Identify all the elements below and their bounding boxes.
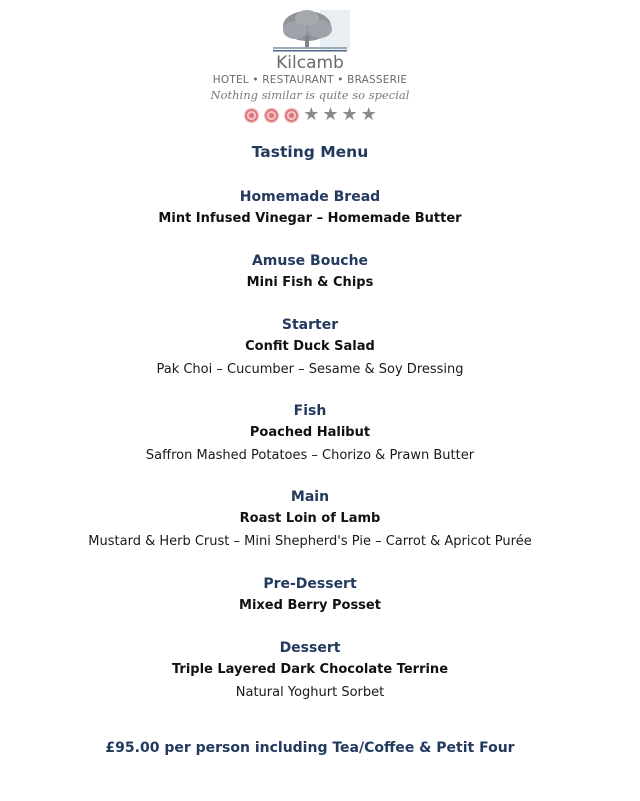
dish-line: Triple Layered Dark Chocolate Terrine — [171, 662, 449, 677]
rosette-icon — [283, 107, 300, 124]
menu-price: £95.00 per person including Tea/Coffee & Petit Four — [105, 740, 515, 756]
dish-line: Mustard & Herb Crust – Mini Shepherd's Pie – Carrot & Apricot Purée — [88, 534, 532, 549]
rating-badges — [0, 105, 620, 125]
rosette-icon — [243, 107, 260, 124]
menu-section-pre-dessert — [0, 574, 620, 617]
section-heading: Pre-Dessert — [263, 576, 357, 592]
menu-section-starter — [0, 315, 620, 381]
dish-line: Natural Yoghurt Sorbet — [235, 685, 385, 700]
dish-line: Roast Loin of Lamb — [239, 511, 381, 526]
star-icon: ★ — [341, 104, 358, 125]
menu-section-dessert — [0, 638, 620, 704]
dish-line: Mixed Berry Posset — [239, 598, 381, 613]
menu-section-amuse-bouche — [0, 251, 620, 294]
dish-line: Saffron Mashed Potatoes – Chorizo & Prawn Butter — [145, 448, 475, 463]
menu-section-main — [0, 487, 620, 553]
star-icon: ★ — [322, 104, 339, 125]
section-heading: Main — [290, 489, 330, 505]
brand-subtitle: HOTEL • RESTAURANT • BRASSERIE — [212, 74, 408, 86]
dish-line: Poached Halibut — [249, 425, 371, 440]
brand-name: Kilcamb — [276, 53, 344, 73]
brand-tagline: Nothing similar is quite so special — [210, 88, 410, 102]
section-heading: Starter — [281, 317, 339, 333]
hotel-logo — [0, 8, 620, 125]
dish-line: Mini Fish & Chips — [246, 275, 374, 290]
dish-line: Mint Infused Vinegar – Homemade Butter — [158, 211, 462, 226]
section-heading: Dessert — [279, 640, 341, 656]
section-heading: Amuse Bouche — [251, 253, 369, 269]
menu-section-homemade-bread — [0, 187, 620, 230]
section-heading: Fish — [293, 403, 327, 419]
tree-icon — [265, 8, 355, 54]
dish-line: Pak Choi – Cucumber – Sesame & Soy Dressing — [156, 362, 464, 377]
section-heading: Homemade Bread — [239, 189, 381, 205]
star-icon: ★ — [303, 104, 320, 125]
star-icon: ★ — [360, 104, 377, 125]
dish-line: Confit Duck Salad — [245, 339, 375, 354]
rosette-icon — [263, 107, 280, 124]
menu-section-fish — [0, 401, 620, 467]
menu-title: Tasting Menu — [251, 143, 369, 161]
